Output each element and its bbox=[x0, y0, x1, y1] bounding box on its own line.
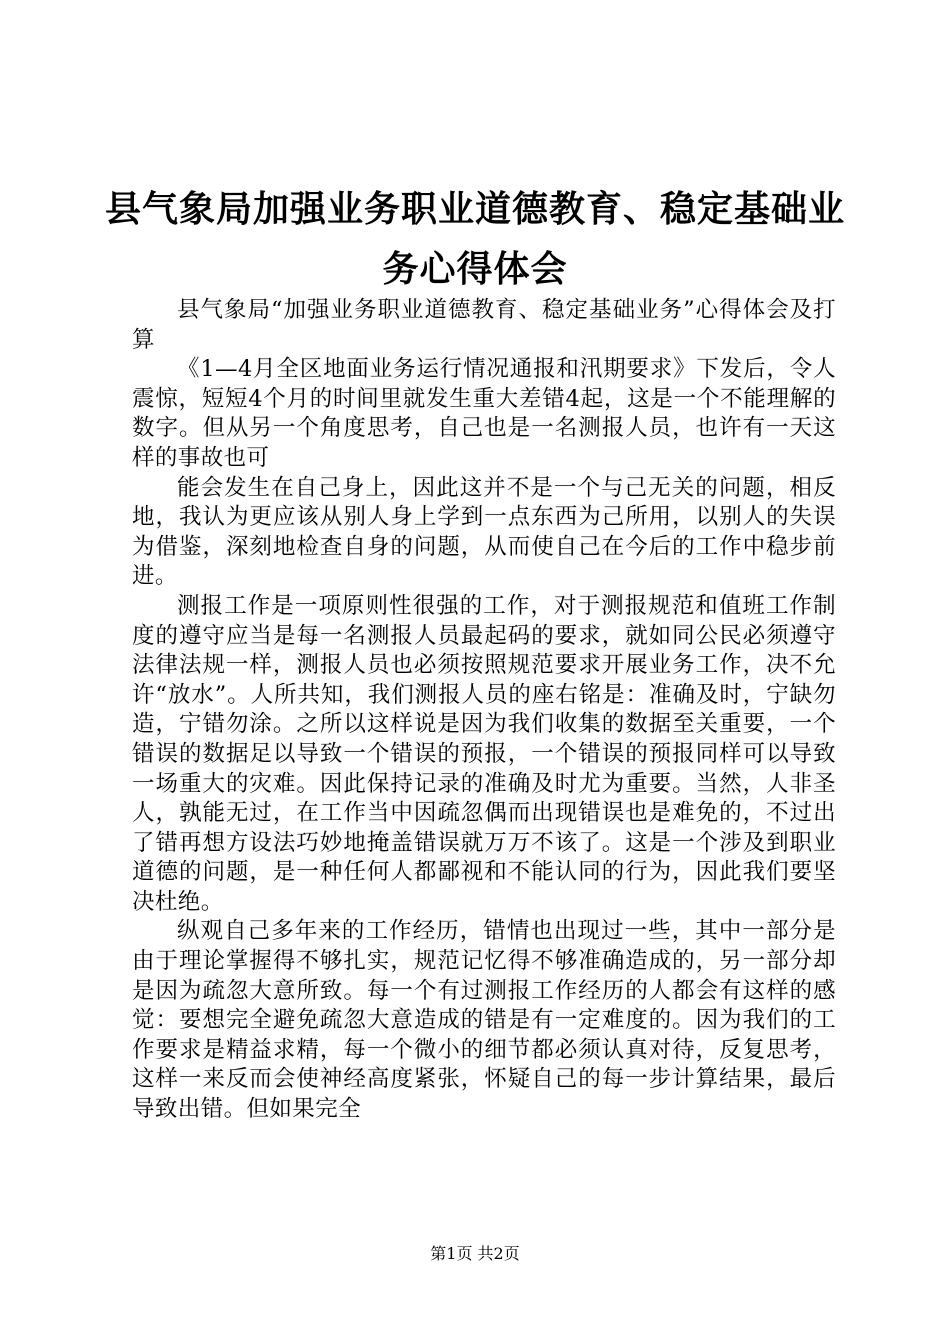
paragraph: 纵观自己多年来的工作经历，错情也出现过一些，其中一部分是由于理论掌握得不够扎实，规范记忆得不够准确造成的，另一部分却是因为疏忽大意所致。每一个有过测报工作经历的人都会有这样的感觉：要想完全避免疏忽大意造成的错是有一定难度的。因为我们的工作要求是精益求精，每一个微小的细节都必须认真对待，反复思考，这样一来反而会使神经高度紧张，怀疑自己的每一步计算结果，最后导致出错。但如果完全 bbox=[132, 918, 836, 1123]
document-title: 县气象局加强业务职业道德教育、稳定基础业务心得体会 bbox=[104, 189, 845, 290]
paragraph: 测报工作是一项原则性很强的工作，对于测报规范和值班工作制度的遵守应当是每一名测报人员最起码的要求，就如同公民必须遵守法律法规一样，测报人员也必须按照规范要求开展业务工作，决不允许“放水”。人所共知，我们测报人员的座右铭是：准确及时，宁缺勿造，宁错勿涂。之所以这样说是因为我们收集的数据至关重要，一个错误的数据足以导致一个错误的预报，一个错误的预报同样可以导致一场重大的灾难。因此保持记录的准确及时尤为重要。当然，人非圣人，孰能无过，在工作当中因疏忽偶而出现错误也是难免的，不过出了错再想方设法巧妙地掩盖错误就万万不该了。这是一个涉及到职业道德的问题，是一种任何人都鄙视和不能认同的行为，因此我们要坚决杜绝。 bbox=[132, 592, 836, 915]
document-body bbox=[132, 296, 836, 1125]
page-footer: 第1页 共2页 bbox=[430, 1244, 520, 1263]
paragraph: 县气象局“加强业务职业道德教育、稳定基础业务”心得体会及打算 bbox=[132, 297, 836, 353]
paragraph: 《1—4月全区地面业务运行情况通报和汛期要求》下发后，令人震惊，短短4个月的时间里就发生重大差错4起，这是一个不能理解的数字。但从另一个角度思考，自己也是一名测报人员，也许有一天这样的事故也可 bbox=[132, 356, 836, 471]
paragraph: 能会发生在自己身上，因此这并不是一个与己无关的问题，相反地，我认为更应该从别人身上学到一点东西为己所用，以别人的失误为借鉴，深刻地检查自身的问题，从而使自己在今后的工作中稳步前进。 bbox=[132, 474, 836, 590]
